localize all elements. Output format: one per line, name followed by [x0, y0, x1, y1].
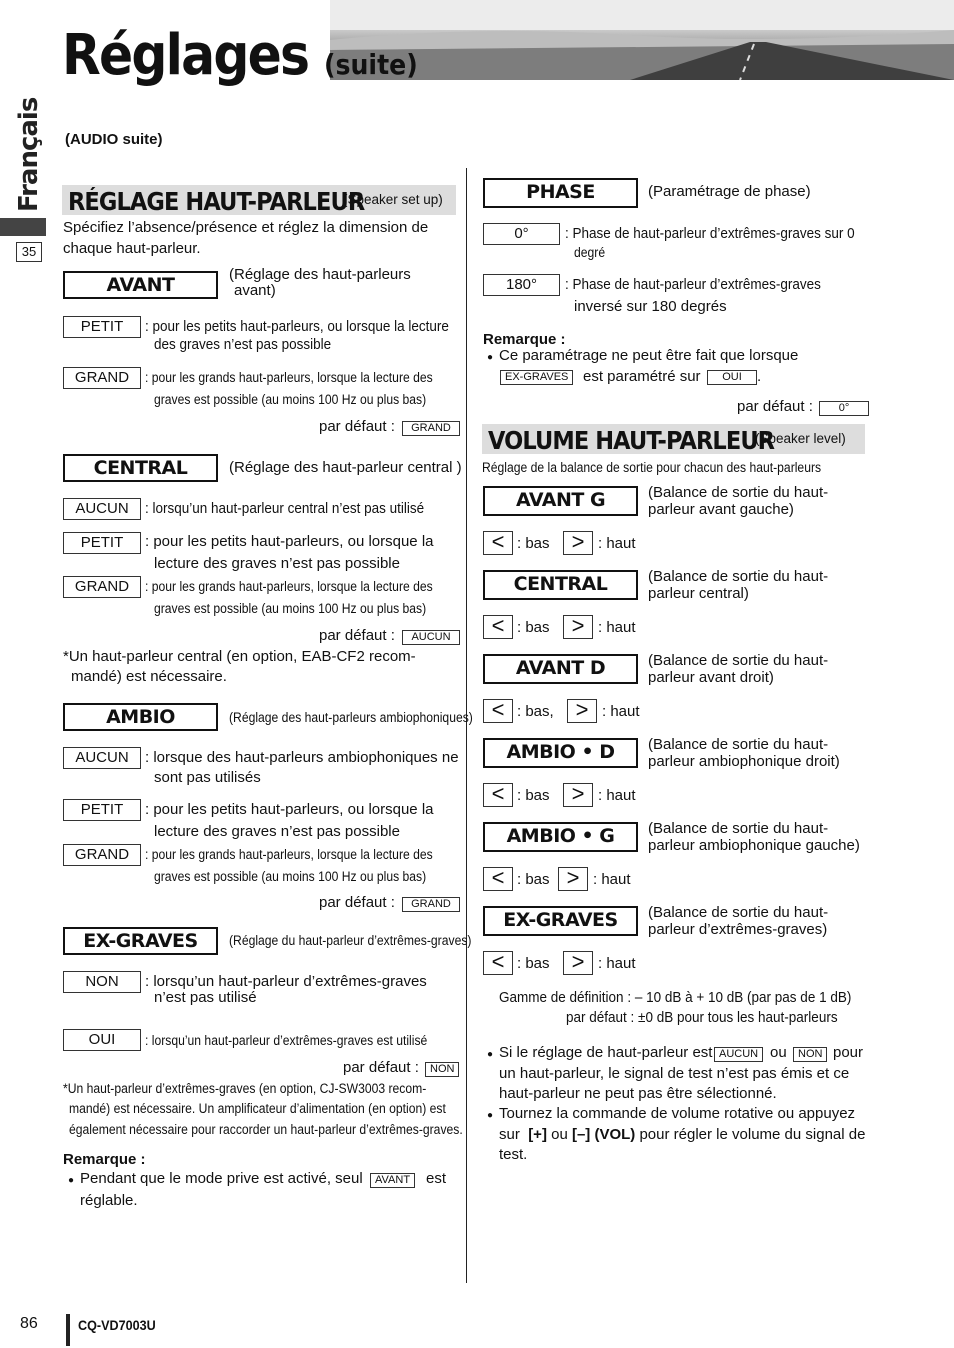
decrease-arrow-icon: <: [483, 531, 513, 555]
audio-suite-label: (AUDIO suite): [65, 131, 163, 148]
speaker-level-label: AVANT G: [483, 486, 638, 516]
decrease-arrow-icon: <: [483, 951, 513, 975]
speaker-level-haut: : haut: [602, 703, 640, 720]
bullet2-line3: test.: [499, 1146, 528, 1163]
central-aucun-desc: : lorsqu’un haut-parleur central n’est pas utilisé: [145, 500, 425, 517]
speaker-level-bas: : bas: [517, 535, 550, 552]
speaker-level-haut: : haut: [598, 535, 636, 552]
speaker-level-note-1: (Balance de sortie du haut-: [648, 904, 829, 921]
ambio-grand-desc-1: : pour les grands haut-parleurs, lorsque la lecture des: [145, 847, 433, 862]
decrease-arrow-icon: <: [483, 699, 513, 723]
exgraves-non-desc-1: : lorsqu’un haut-parleur d’extrêmes-graves: [145, 973, 427, 990]
page-title: Réglages (suite): [62, 23, 418, 88]
central-default-label: par défaut :: [319, 627, 395, 644]
central-footnote-2: mandé) est nécessaire.: [71, 668, 227, 685]
increase-arrow-icon: >: [563, 783, 593, 807]
phase-option-180: 180°: [483, 274, 560, 296]
exgraves-default-label: par défaut :: [343, 1059, 419, 1076]
speaker-level-haut: : haut: [598, 955, 636, 972]
central-grand-desc-1: : pour les grands haut-parleurs, lorsque la lecture des: [145, 579, 433, 594]
decrease-arrow-icon: <: [483, 867, 513, 891]
phase-label: PHASE: [483, 178, 638, 208]
phase-0-desc-2: degré: [574, 245, 606, 260]
avant-note-1: (Réglage des haut-parleurs: [229, 266, 411, 283]
avant-petit-desc-1: : pour les petits haut-parleurs, ou lorsque la lecture: [145, 318, 449, 335]
speaker-level-bas: : bas,: [517, 703, 554, 720]
avant-option-grand: GRAND: [63, 367, 141, 389]
speaker-setup-desc-1: Spécifiez l’absence/présence et réglez la dimension de: [63, 219, 429, 236]
speaker-level-note-1: (Balance de sortie du haut-: [648, 736, 829, 753]
speaker-level-label: AMBIO • D: [483, 738, 638, 768]
speaker-level-label: AMBIO • G: [483, 822, 638, 852]
speaker-level-bas: : bas: [517, 871, 550, 888]
ambio-note: (Réglage des haut-parleurs ambiophoniques): [229, 710, 473, 725]
exgraves-option-non: NON: [63, 971, 141, 993]
bullet1-line2: un haut-parleur, le signal de test n’est pas émis et ce: [499, 1065, 850, 1082]
speaker-level-note-2: parleur ambiophonique gauche): [648, 837, 860, 854]
phase-0-desc-1: : Phase de haut-parleur d’extrêmes-graves sur 0: [565, 225, 855, 242]
speaker-level-bas: : bas: [517, 619, 550, 636]
central-label: CENTRAL: [63, 454, 218, 482]
bullet1-line1a: ● Si le réglage de haut-parleur est: [499, 1043, 712, 1063]
ambio-petit-desc-1: : pour les petits haut-parleurs, ou lorsque la: [145, 801, 434, 818]
bullet2-line2: sur [+] ou [–] (VOL) pour régler le volume du signal de: [499, 1126, 866, 1143]
central-petit-desc-1: : pour les petits haut-parleurs, ou lorsque la: [145, 533, 434, 550]
speaker-level-note-2: parleur d’extrêmes-graves): [648, 921, 828, 938]
increase-arrow-icon: >: [563, 615, 593, 639]
central-grand-desc-2: graves est possible (au moins 100 Hz ou plus bas): [154, 601, 427, 616]
avant-default-label: par défaut :: [319, 418, 395, 435]
ambio-aucun-desc-1: : lorsque des haut-parleurs ambiophoniques ne: [145, 749, 459, 766]
avant-label: AVANT: [63, 271, 218, 299]
phase-180-desc-1: : Phase de haut-parleur d’extrêmes-graves: [565, 276, 821, 293]
central-option-aucun: AUCUN: [63, 498, 141, 520]
speaker-level-label: EX-GRAVES: [483, 906, 638, 936]
bullet2-line1: ● Tournez la commande de volume rotative ou appuyez: [499, 1104, 855, 1124]
speaker-level-haut: : haut: [593, 871, 631, 888]
bullet1-pour: pour: [833, 1044, 864, 1061]
central-option-petit: PETIT: [63, 532, 141, 554]
speaker-level-note-2: parleur avant gauche): [648, 501, 794, 518]
increase-arrow-icon: >: [563, 531, 593, 555]
speaker-level-label: CENTRAL: [483, 570, 638, 600]
decrease-arrow-icon: <: [483, 615, 513, 639]
ambio-option-grand: GRAND: [63, 844, 141, 866]
central-option-grand: GRAND: [63, 576, 141, 598]
speaker-level-note-1: (Balance de sortie du haut-: [648, 652, 829, 669]
avant-grand-desc-2: graves est possible (au moins 100 Hz ou plus bas): [154, 392, 427, 407]
language-tab-bar: [0, 218, 46, 236]
increase-arrow-icon: >: [558, 867, 588, 891]
bullet1-ou: ou: [770, 1044, 787, 1061]
exgraves-footnote-1: *Un haut-parleur d’extrêmes-graves (en option, CJ-SW3003 recom-: [63, 1081, 427, 1096]
increase-arrow-icon: >: [563, 951, 593, 975]
exgraves-option-oui: OUI: [63, 1029, 141, 1051]
phase-note: (Paramétrage de phase): [648, 183, 811, 200]
speaker-level-note-1: (Balance de sortie du haut-: [648, 820, 829, 837]
phase-remarque-title: Remarque :: [483, 331, 566, 348]
section-number: 35: [16, 242, 42, 262]
exgraves-oui-desc: : lorsqu’un haut-parleur d’extrêmes-graves est utilisé: [145, 1033, 428, 1048]
footer-bar: [66, 1314, 70, 1346]
phase-remarque-dot: .: [757, 368, 762, 385]
phase-default-label: par défaut :: [737, 398, 813, 415]
ambio-option-petit: PETIT: [63, 799, 141, 821]
model-number: CQ-VD7003U: [78, 1317, 156, 1333]
ambio-petit-desc-2: lecture des graves n’est pas possible: [154, 823, 400, 840]
left-remarque-tag: AVANT: [370, 1173, 415, 1188]
bullet1-tag-aucun: AUCUN: [714, 1047, 763, 1062]
language-label: Français: [14, 97, 44, 212]
speaker-level-note-2: parleur central): [648, 585, 749, 602]
header-road-image: [330, 0, 954, 80]
bullet1-tag-non: NON: [793, 1047, 827, 1062]
phase-remarque-line1: ● Ce paramétrage ne peut être fait que lorsque: [499, 346, 798, 366]
bullet1-line3: haut-parleur ne peut pas être sélectionné.: [499, 1085, 777, 1102]
decrease-arrow-icon: <: [483, 783, 513, 807]
exgraves-footnote-3: également nécessaire pour raccorder un haut-parleur d’extrêmes-graves.: [69, 1122, 463, 1137]
speaker-level-note-2: parleur ambiophonique droit): [648, 753, 840, 770]
ambio-option-aucun: AUCUN: [63, 747, 141, 769]
left-remarque-line2: réglable.: [80, 1192, 138, 1209]
speaker-level-header: VOLUME HAUT-PARLEUR (Speaker level): [482, 424, 865, 454]
page-number: 86: [20, 1315, 38, 1332]
avant-grand-desc-1: : pour les grands haut-parleurs, lorsque la lecture des: [145, 370, 433, 385]
ambio-label: AMBIO: [63, 703, 218, 731]
avant-note-2: avant): [234, 282, 276, 299]
speaker-level-haut: : haut: [598, 787, 636, 804]
range-text: Gamme de définition : – 10 dB à + 10 dB (par pas de 1 dB): [499, 989, 852, 1006]
exgraves-label: EX-GRAVES: [63, 927, 218, 955]
range-default-text: par défaut : ±0 dB pour tous les haut-parleurs: [566, 1009, 838, 1026]
speaker-level-note-2: parleur avant droit): [648, 669, 774, 686]
ambio-default-label: par défaut :: [319, 894, 395, 911]
speaker-level-haut: : haut: [598, 619, 636, 636]
avant-default-value: GRAND: [402, 421, 460, 436]
left-remarque-est: est: [426, 1170, 447, 1187]
phase-default-value: 0°: [819, 401, 869, 416]
central-petit-desc-2: lecture des graves n’est pas possible: [154, 555, 400, 572]
exgraves-footnote-2: mandé) est nécessaire. Un amplificateur d’alimentation (en option) est: [69, 1101, 446, 1116]
page-title-suffix: (suite): [323, 48, 418, 81]
exgraves-default-value: NON: [425, 1062, 459, 1077]
increase-arrow-icon: >: [567, 699, 597, 723]
phase-remarque-tag-oui: OUI: [707, 370, 757, 385]
phase-remarque-tag-exgraves: EX-GRAVES: [500, 370, 573, 385]
speaker-setup-header: RÉGLAGE HAUT-PARLEUR (Speaker set up): [62, 185, 456, 215]
exgraves-note: (Réglage du haut-parleur d’extrêmes-graves): [229, 933, 472, 948]
central-footnote-1: *Un haut-parleur central (en option, EAB-CF2 recom-: [63, 648, 416, 665]
exgraves-non-desc-2: n’est pas utilisé: [154, 989, 257, 1006]
phase-180-desc-2: inversé sur 180 degrés: [574, 298, 727, 315]
speaker-level-bas: : bas: [517, 955, 550, 972]
left-remarque-title: Remarque :: [63, 1151, 146, 1168]
ambio-default-value: GRAND: [402, 897, 460, 912]
speaker-level-label: AVANT D: [483, 654, 638, 684]
ambio-grand-desc-2: graves est possible (au moins 100 Hz ou plus bas): [154, 869, 427, 884]
speaker-level-desc: Réglage de la balance de sortie pour chacun des haut-parleurs: [482, 460, 822, 475]
central-note: (Réglage des haut-parleur central ): [229, 459, 462, 476]
left-remarque-line1: ● Pendant que le mode prive est activé, seul: [80, 1169, 363, 1189]
speaker-level-bas: : bas: [517, 787, 550, 804]
avant-option-petit: PETIT: [63, 316, 141, 338]
speaker-level-note-1: (Balance de sortie du haut-: [648, 568, 829, 585]
speaker-setup-desc-2: chaque haut-parleur.: [63, 240, 201, 257]
avant-petit-desc-2: des graves n’est pas possible: [154, 336, 332, 353]
phase-remarque-line2: est paramétré sur: [583, 368, 701, 385]
phase-option-0: 0°: [483, 223, 560, 245]
ambio-aucun-desc-2: sont pas utilisés: [154, 769, 261, 786]
speaker-level-note-1: (Balance de sortie du haut-: [648, 484, 829, 501]
central-default-value: AUCUN: [402, 630, 460, 645]
